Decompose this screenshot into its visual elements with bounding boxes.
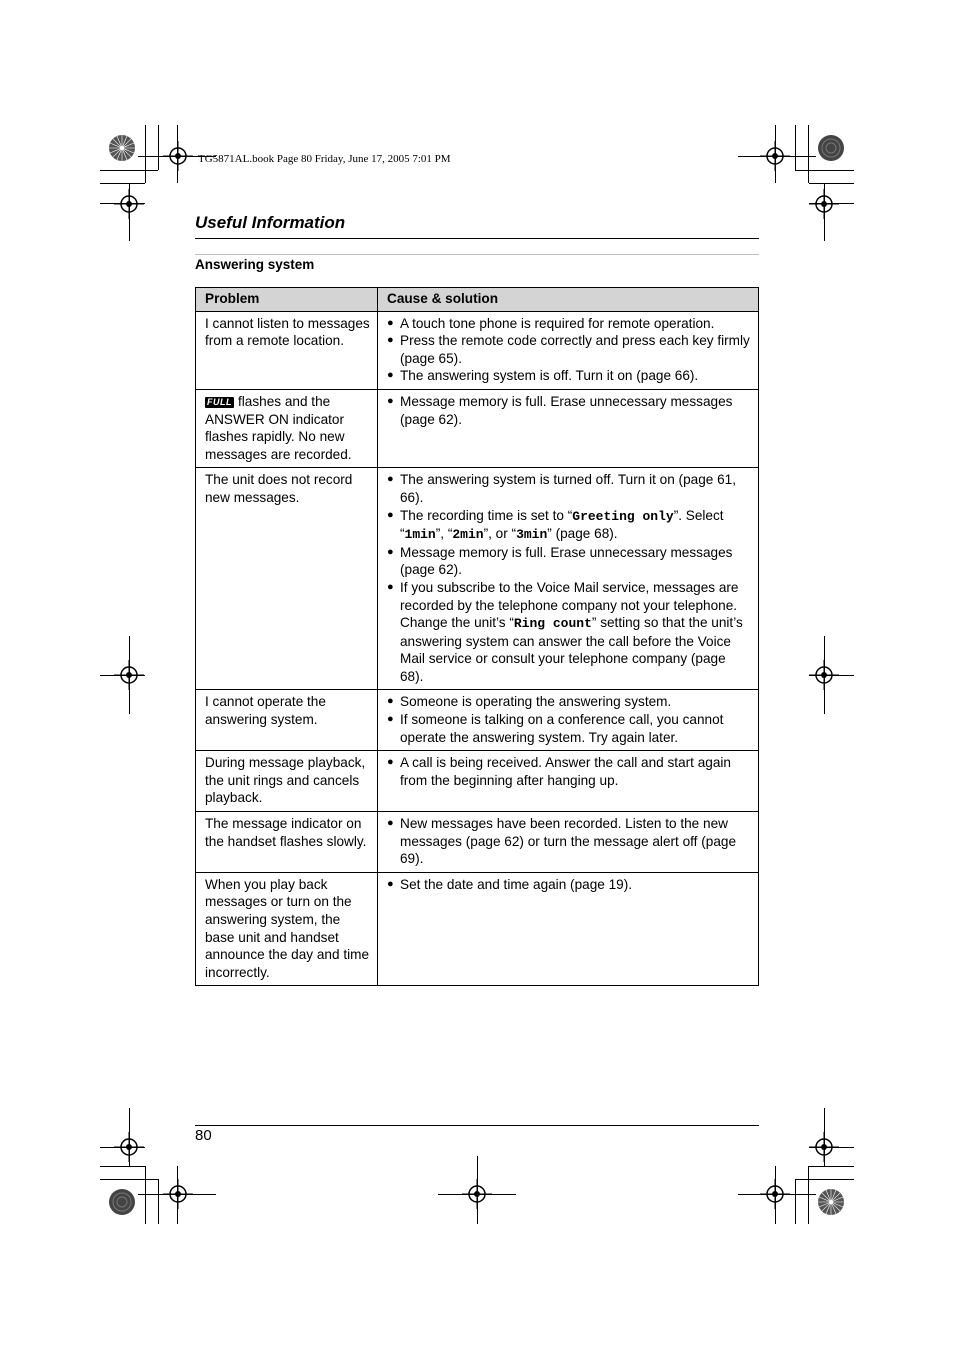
problem-cell: During message playback, the unit rings and cancels playback. [196, 751, 378, 812]
solution-item: ● Press the remote code correctly and press each key firmly (page 65). [387, 333, 750, 366]
problem-cell: I cannot listen to messages from a remote location. [196, 311, 378, 389]
solution-item: ● Someone is operating the answering system. [387, 694, 672, 710]
solution-cell [378, 812, 759, 873]
display-text: 3min [516, 527, 548, 543]
solution-cell [378, 311, 759, 389]
color-dial-icon [108, 134, 136, 162]
bullet-icon: ● [387, 877, 394, 890]
page-number: 80 [195, 1127, 212, 1144]
bullet-icon: ● [387, 473, 394, 486]
solution-item: ● The answering system is off. Turn it on (page 66). [387, 368, 699, 384]
table-row [196, 872, 759, 986]
solution-item: ● The recording time is set to “Greeting only”. Select “1min”, “2min”, or “3min” (page 68). [387, 507, 724, 543]
solution-item: ● Message memory is full. Erase unnecessary messages (page 62). [387, 393, 733, 427]
footer-rule [195, 1125, 759, 1126]
memory-full-icon: FULL [207, 396, 232, 407]
color-dial-icon [817, 134, 845, 162]
display-text: 2min [452, 527, 484, 543]
solution-item: ● A call is being received. Answer the call and start again from the beginning after hanging up. [387, 755, 731, 788]
bullet-icon: ● [387, 580, 394, 593]
table-row [196, 751, 759, 812]
subsection-rule [195, 254, 759, 255]
color-dial-icon [108, 1188, 136, 1216]
solution-item: ● Set the date and time again (page 19). [387, 876, 633, 892]
solution-cell [378, 468, 759, 690]
solution-item: ● The answering system is turned off. Turn it on (page 61, 66). [387, 472, 736, 505]
table-row [196, 812, 759, 873]
bullet-icon: ● [387, 545, 394, 558]
table-row [196, 311, 759, 389]
table-row [196, 468, 759, 690]
solution-item: ● New messages have been recorded. Listen to the new messages (page 62) or turn the message alert off (page 69). [387, 816, 737, 867]
section-title-rule [195, 238, 759, 239]
problem-cell: When you play back messages or turn on the answering system, the base unit and handset announce the day and time incorrectly. [196, 872, 378, 986]
solution-cell [378, 872, 759, 986]
solution-item: ● Message memory is full. Erase unnecessary messages (page 62). [387, 544, 733, 578]
bullet-icon: ● [387, 369, 394, 382]
solution-item: ● If you subscribe to the Voice Mail service, messages are recorded by the telephone company not your telephone. Change the unit’s “Ring count” setting so that the unit’s answering system can answer the call before the Voice Mail service or consult your telephone company (page 68). [387, 579, 743, 684]
bullet-icon: ● [387, 316, 394, 329]
problem-cell: The unit does not record new messages. [196, 468, 378, 690]
bullet-icon: ● [387, 334, 394, 347]
column-header-cause-solution: Cause & solution [378, 288, 759, 312]
troubleshooting-table [195, 287, 759, 986]
solution-cell [378, 690, 759, 751]
solution-cell [378, 389, 759, 467]
table-header-row [196, 288, 759, 312]
problem-cell: FULL flashes and the ANSWER ON indicator flashes rapidly. No new messages are recorded. [196, 389, 378, 467]
section-title: Useful Information [195, 213, 346, 232]
bullet-icon: ● [387, 394, 394, 407]
problem-cell: The message indicator on the handset flashes slowly. [196, 812, 378, 873]
bullet-icon: ● [387, 713, 394, 726]
bullet-icon: ● [387, 695, 394, 708]
solution-item: ● A touch tone phone is required for remote operation. [387, 315, 715, 331]
bullet-icon: ● [387, 508, 394, 521]
display-text: Ring count [513, 616, 592, 632]
solution-cell [378, 751, 759, 812]
column-header-problem: Problem [196, 288, 378, 312]
solution-item: ● If someone is talking on a conference call, you cannot operate the answering system. Try again later. [387, 712, 724, 745]
subsection-title: Answering system [195, 257, 315, 272]
display-text: Greeting only [572, 508, 674, 524]
problem-cell: I cannot operate the answering system. [196, 690, 378, 751]
display-text: 1min [404, 527, 436, 543]
color-dial-icon [817, 1188, 845, 1216]
bullet-icon: ● [387, 756, 394, 769]
table-row [196, 389, 759, 467]
bullet-icon: ● [387, 817, 394, 830]
table-row [196, 690, 759, 751]
book-info-header: TG5871AL.book Page 80 Friday, June 17, 2005 7:01 PM [198, 153, 451, 165]
